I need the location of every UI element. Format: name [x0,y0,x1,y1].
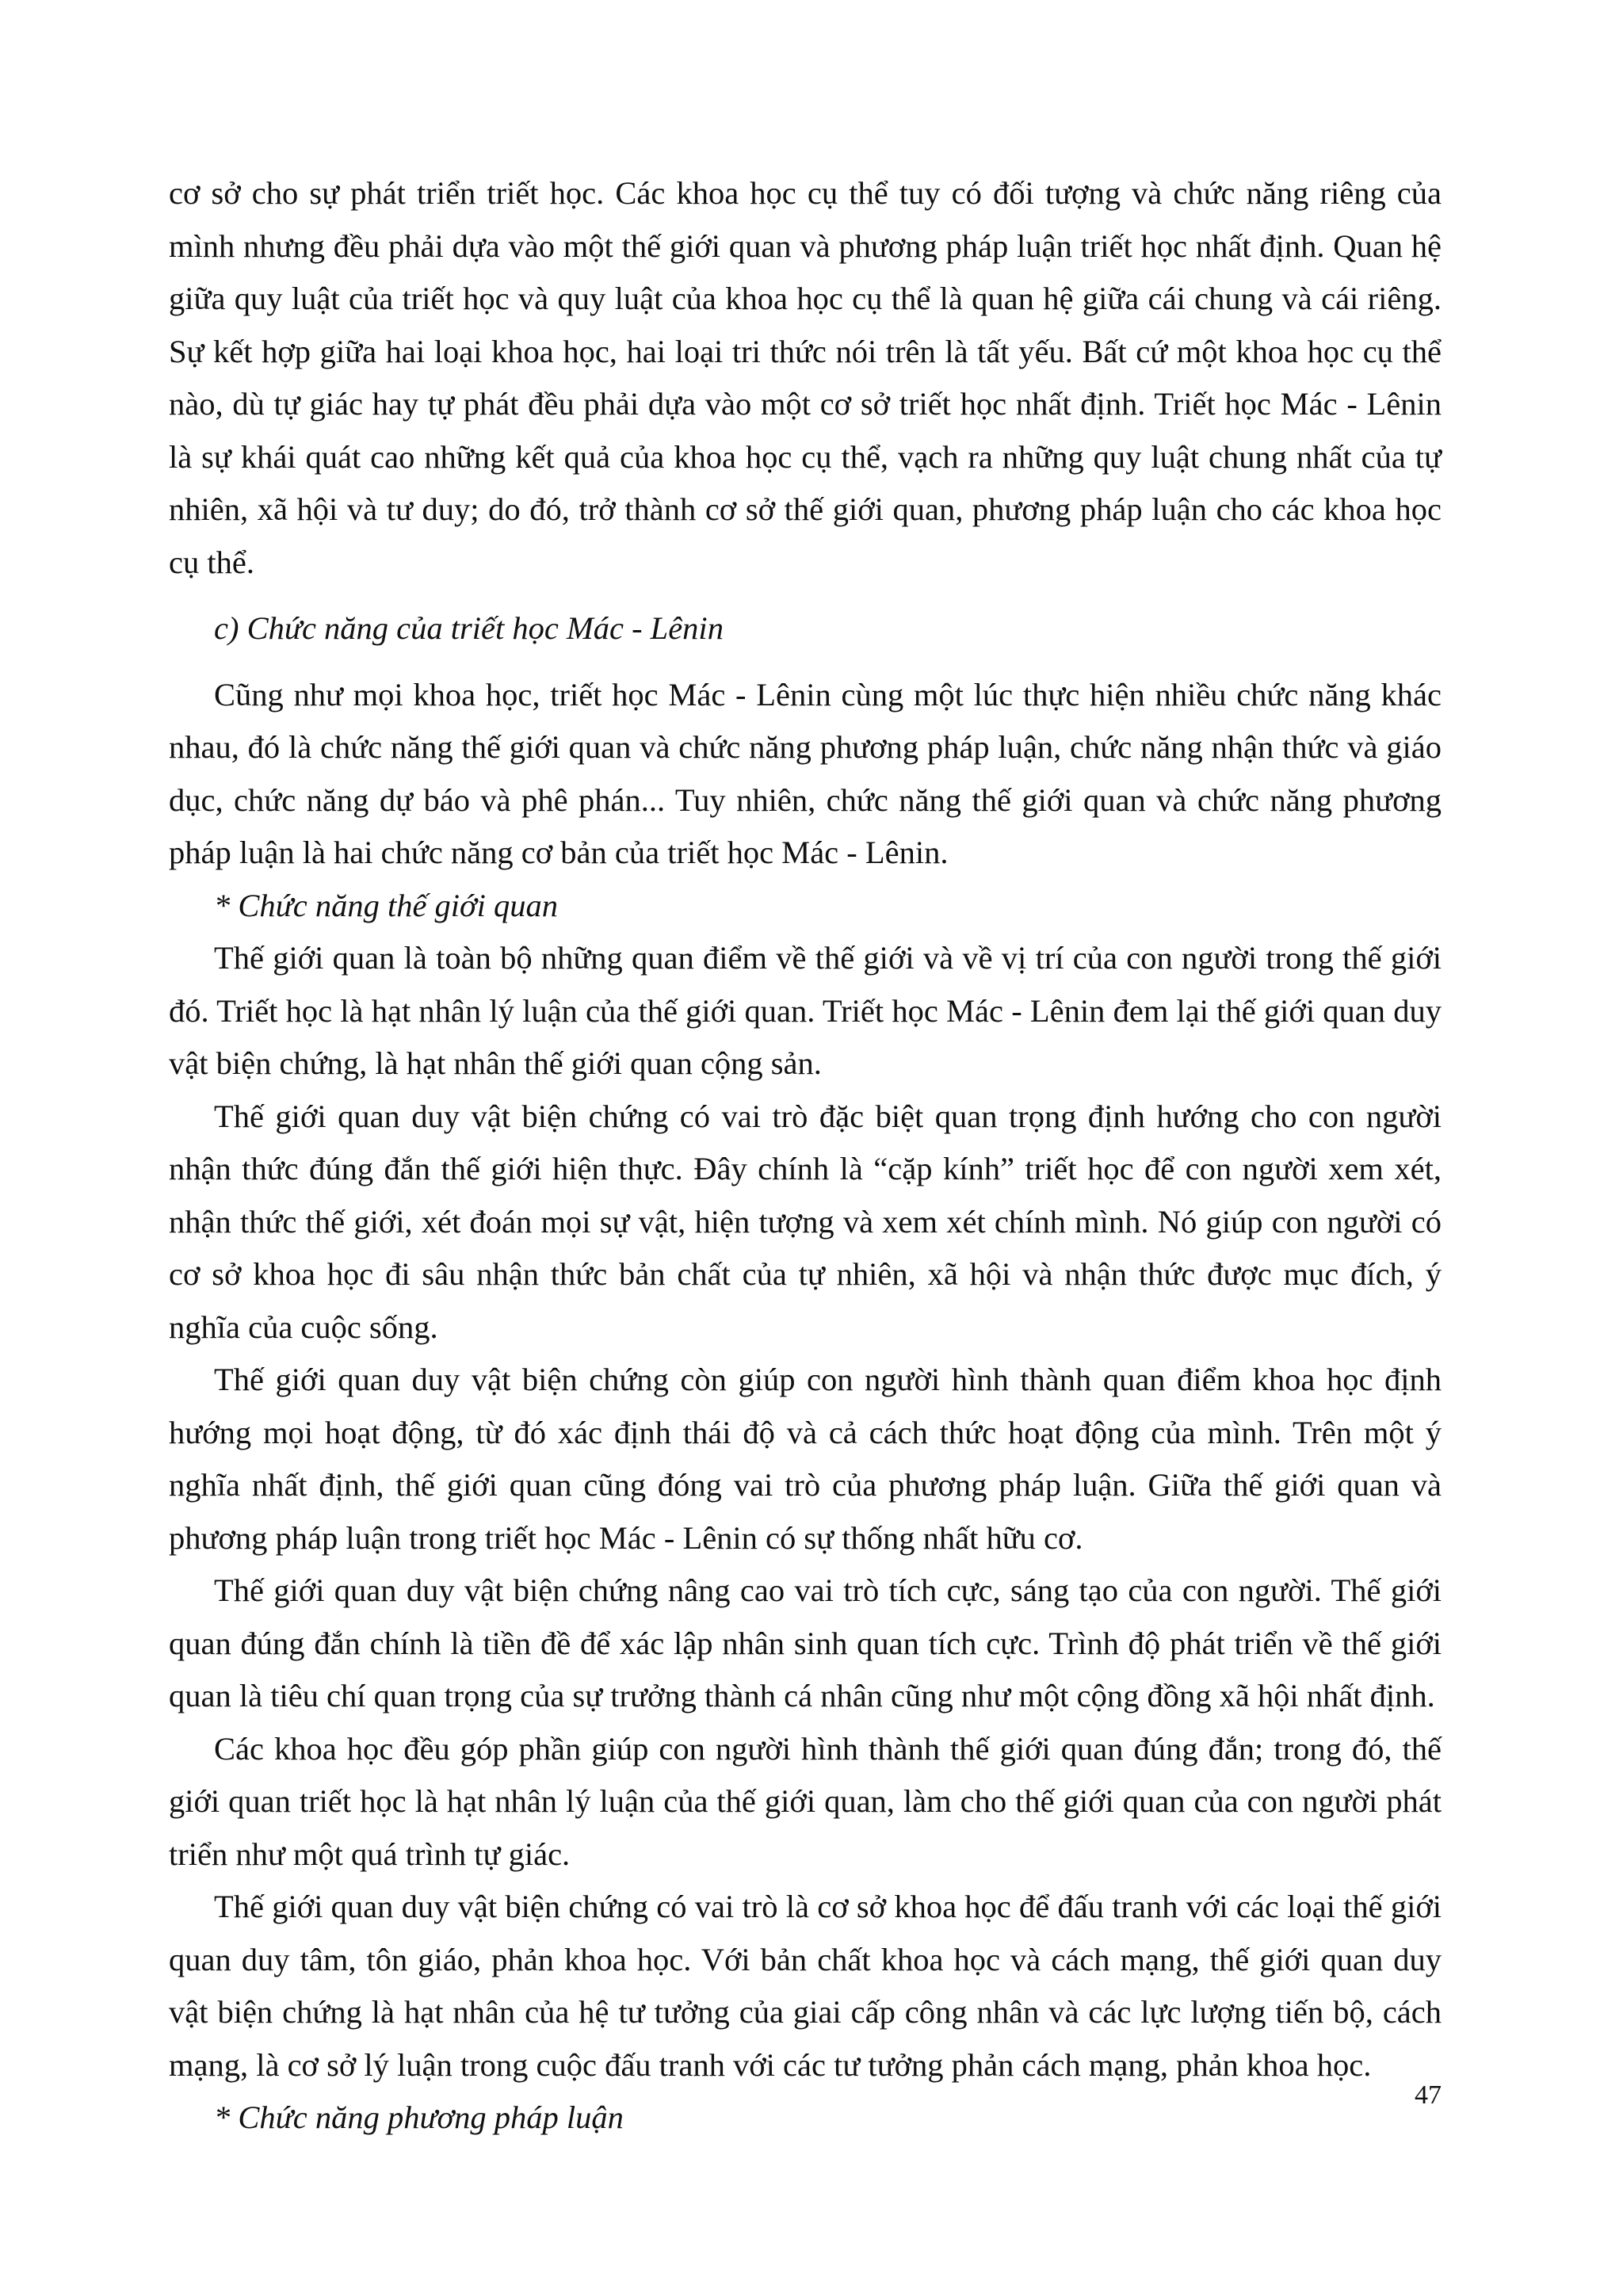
paragraph-sciences-contribution: Các khoa học đều góp phần giúp con người hình thành thế giới quan đúng đắn; trong đó, thế giới quan triết học là hạt nhân lý luận của thế giới quan, làm cho thế giới quan của con người phát triển như một quá trình tự giác. [169,1730,1442,1872]
paragraph-functions-overview: Cũng như mọi khoa học, triết học Mác - Lênin cùng một lúc thực hiện nhiều chức năng khác nhau, đó là chức năng thế giới quan và chức năng phương pháp luận, chức năng nhận thức và giáo dục, chức năng dự báo và phê phán... Tuy nhiên, chức năng thế giới quan và chức năng phương pháp luận là hai chức năng cơ bản của triết học Mác - Lênin. [169,676,1442,870]
page-body [169,167,1442,2145]
subheading-worldview-function: * Chức năng thế giới quan [214,887,559,923]
paragraph-continued-from-previous-page: cơ sở cho sự phát triển triết học. Các khoa học cụ thể tuy có đối tượng và chức năng riêng của mình nhưng đều phải dựa vào một thế giới quan và phương pháp luận triết học nhất định. Quan hệ giữa quy luật của triết học và quy luật của khoa học cụ thể là quan hệ giữa cái chung và cái riêng. Sự kết hợp giữa hai loại khoa học, hai loại tri thức nói trên là tất yếu. Bất cứ một khoa học cụ thể nào, dù tự giác hay tự phát đều phải dựa vào một cơ sở triết học nhất định. Triết học Mác - Lênin là sự khái quát cao những kết quả của khoa học cụ thể, vạch ra những quy luật chung nhất của tự nhiên, xã hội và tư duy; do đó, trở thành cơ sở thế giới quan, phương pháp luận cho các khoa học cụ thể. [169,175,1442,580]
paragraph-worldview-activity: Thế giới quan duy vật biện chứng còn giúp con người hình thành quan điểm khoa học định hướng mọi hoạt động, từ đó xác định thái độ và cả cách thức hoạt động của mình. Trên một ý nghĩa nhất định, thế giới quan cũng đóng vai trò của phương pháp luận. Giữa thế giới quan và phương pháp luận trong triết học Mác - Lênin có sự thống nhất hữu cơ. [169,1362,1442,1556]
paragraph-worldview-orientation: Thế giới quan duy vật biện chứng có vai trò đặc biệt quan trọng định hướng cho con người nhận thức đúng đắn thế giới hiện thực. Đây chính là “cặp kính” triết học để con người xem xét, nhận thức thế giới, xét đoán mọi sự vật, hiện tượng và xem xét chính mình. Nó giúp con người có cơ sở khoa học đi sâu nhận thức bản chất của tự nhiên, xã hội và nhận thức được mục đích, ý nghĩa của cuộc sống. [169,1098,1442,1345]
page-number: 47 [1415,2080,1442,2110]
subheading-methodology-function: * Chức năng phương pháp luận [214,2099,624,2135]
paragraph-worldview-definition: Thế giới quan là toàn bộ những quan điểm về thế giới và về vị trí của con người trong thế giới đó. Triết học là hạt nhân lý luận của thế giới quan. Triết học Mác - Lênin đem lại thế giới quan duy vật biện chứng, là hạt nhân thế giới quan cộng sản. [169,940,1442,1081]
section-heading-functions: c) Chức năng của triết học Mác - Lênin [214,610,724,646]
paragraph-worldview-creativity: Thế giới quan duy vật biện chứng nâng cao vai trò tích cực, sáng tạo của con người. Thế giới quan đúng đắn chính là tiền đề để xác lập nhân sinh quan tích cực. Trình độ phát triển về thế giới quan là tiêu chí quan trọng của sự trưởng thành cá nhân cũng như một cộng đồng xã hội nhất định. [169,1572,1442,1713]
paragraph-worldview-struggle: Thế giới quan duy vật biện chứng có vai trò là cơ sở khoa học để đấu tranh với các loại thế giới quan duy tâm, tôn giáo, phản khoa học. Với bản chất khoa học và cách mạng, thế giới quan duy vật biện chứng là hạt nhân của hệ tư tưởng của giai cấp công nhân và các lực lượng tiến bộ, cách mạng, là cơ sở lý luận trong cuộc đấu tranh với các tư tưởng phản cách mạng, phản khoa học. [169,1889,1442,2083]
